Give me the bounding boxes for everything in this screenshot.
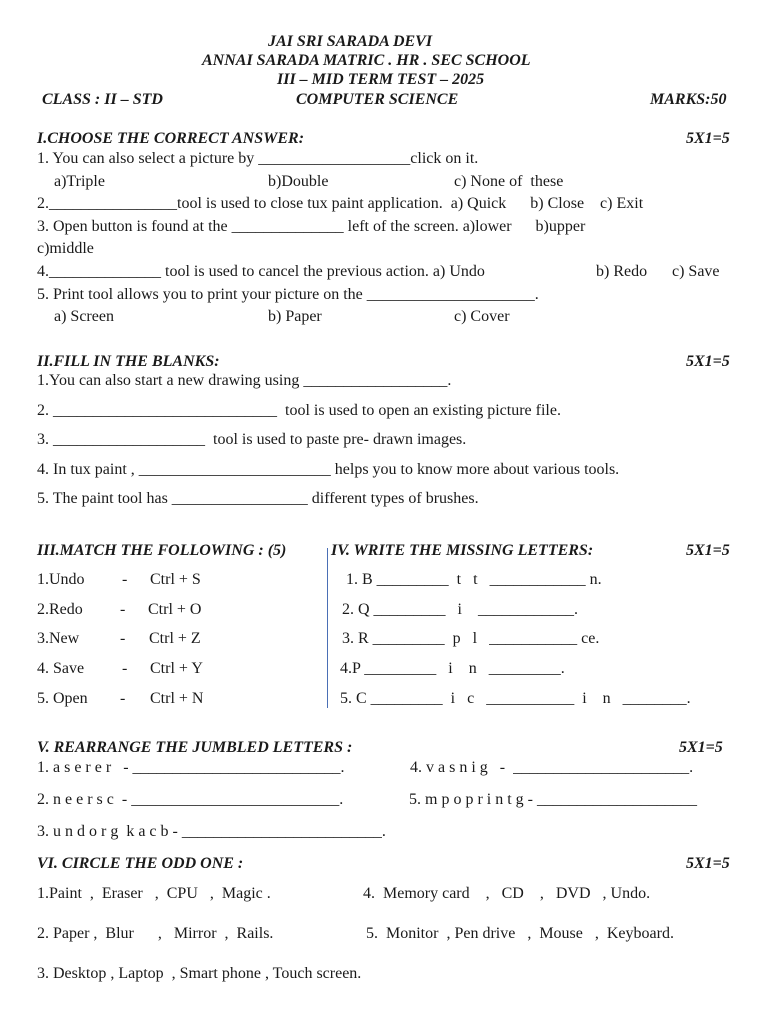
section-6-marks: 5X1=5 [686,855,730,872]
question-1-1-option-b: b)Double [268,173,329,190]
match-right-1: Ctrl + S [150,571,201,588]
match-left-1: 1.Undo [37,571,85,588]
question-2-2: 2. ____________________________ tool is used to open an existing picture file. [37,402,561,419]
section-6-title: VI. CIRCLE THE ODD ONE : [37,855,244,872]
match-right-3: Ctrl + Z [149,630,201,647]
missing-letters-1: 1. B _________ t t ____________ n. [346,571,602,588]
section-1-title: I.CHOOSE THE CORRECT ANSWER: [37,130,305,147]
match-right-4: Ctrl + Y [150,660,203,677]
question-1-4: 4.______________ tool is used to cancel the previous action. a) Undo [37,263,485,280]
section-2-title: II.FILL IN THE BLANKS: [37,353,220,370]
column-divider [327,548,328,708]
section-3-title: III.MATCH THE FOLLOWING : (5) [37,542,287,559]
section-5-marks: 5X1=5 [679,739,723,756]
section-4-title: IV. WRITE THE MISSING LETTERS: [331,542,594,559]
match-left-2: 2.Redo [37,601,83,618]
marks-label: MARKS:50 [650,91,727,108]
question-1-1: 1. You can also select a picture by ___________________click on it. [37,150,479,167]
section-2-marks: 5X1=5 [686,353,730,370]
question-1-5: 5. Print tool allows you to print your picture on the _____________________. [37,286,539,303]
match-left-4: 4. Save [37,660,85,677]
question-1-2: 2.________________tool is used to close tux paint application. a) Quick b) Close c) Exit [37,195,644,212]
missing-letters-3: 3. R _________ p l ___________ ce. [342,630,600,647]
odd-one-3: 3. Desktop , Laptop , Smart phone , Touch screen. [37,965,362,982]
question-2-5: 5. The paint tool has _________________ different types of brushes. [37,490,479,507]
match-left-3: 3.New [37,630,80,647]
question-2-4: 4. In tux paint , ________________________ helps you to know more about various tools. [37,461,620,478]
question-2-1: 1.You can also start a new drawing using __________________. [37,372,452,389]
match-dash-4: - [122,660,128,677]
exam-title: III – MID TERM TEST – 2025 [277,71,485,88]
question-1-5-option-b: b) Paper [268,308,322,325]
jumbled-5: 5. m p o p r i n t g - ____________________ [409,791,697,808]
odd-one-5: 5. Monitor , Pen drive , Mouse , Keyboard. [366,925,674,942]
match-dash-2: - [120,601,126,618]
question-1-5-option-a: a) Screen [54,308,114,325]
match-dash-5: - [120,690,126,707]
match-dash-1: - [122,571,128,588]
question-1-4-option-b: b) Redo [596,263,648,280]
class-label: CLASS : II – STD [42,91,163,108]
jumbled-4: 4. v a s n i g - ______________________. [410,759,694,776]
jumbled-1: 1. a s e r e r - __________________________. [37,759,345,776]
question-2-3: 3. ___________________ tool is used to paste pre- drawn images. [37,431,467,448]
missing-letters-4: 4.P _________ i n _________. [340,660,565,677]
match-right-2: Ctrl + O [148,601,202,618]
jumbled-2: 2. n e e r s c - __________________________. [37,791,344,808]
missing-letters-2: 2. Q _________ i ____________. [342,601,578,618]
match-right-5: Ctrl + N [150,690,204,707]
question-1-4-option-c: c) Save [672,263,720,280]
question-1-5-option-c: c) Cover [454,308,510,325]
school-name: ANNAI SARADA MATRIC . HR . SEC SCHOOL [202,52,531,69]
school-motto: JAI SRI SARADA DEVI [268,33,433,50]
match-dash-3: - [120,630,126,647]
question-1-3-continued: c)middle [37,240,94,257]
subject-label: COMPUTER SCIENCE [296,91,459,108]
section-5-title: V. REARRANGE THE JUMBLED LETTERS : [37,739,353,756]
section-4-marks: 5X1=5 [686,542,730,559]
odd-one-2: 2. Paper , Blur , Mirror , Rails. [37,925,274,942]
section-1-marks: 5X1=5 [686,130,730,147]
question-1-1-option-c: c) None of these [454,173,564,190]
question-1-1-option-a: a)Triple [54,173,105,190]
odd-one-4: 4. Memory card , CD , DVD , Undo. [363,885,651,902]
jumbled-3: 3. u n d o r g k a c b - _________________________. [37,823,386,840]
odd-one-1: 1.Paint , Eraser , CPU , Magic . [37,885,271,902]
missing-letters-5: 5. C _________ i c ___________ i n ________. [340,690,691,707]
question-1-3: 3. Open button is found at the ______________ left of the screen. a)lower b)upper [37,218,586,235]
match-left-5: 5. Open [37,690,88,707]
